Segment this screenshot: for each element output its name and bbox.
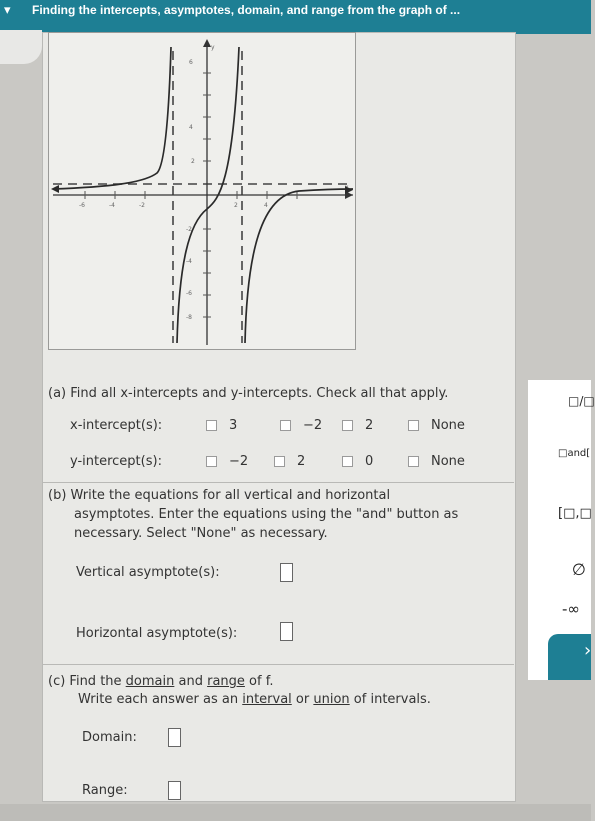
x-intercept-option-2[interactable]: −2 [280, 418, 322, 433]
domain-link[interactable]: domain [125, 674, 175, 689]
chevron-right-icon[interactable]: › [584, 640, 592, 661]
checkbox[interactable] [408, 456, 419, 467]
curve-right-branch [245, 189, 353, 343]
tick-label: -2 [139, 202, 145, 209]
x-intercept-option-none[interactable]: None [408, 418, 465, 433]
curve-arrow-right [345, 186, 353, 194]
part-b-prompt-line2: asymptotes. Enter the equations using the "and" button as [74, 507, 459, 522]
curve-arrow-left [51, 185, 59, 193]
vertical-asymptote-input[interactable] [280, 563, 293, 582]
checkbox[interactable] [206, 420, 217, 431]
part-b-prompt-line3: necessary. Select "None" as necessary. [74, 526, 328, 541]
negative-infinity-button[interactable]: -∞ [562, 600, 580, 618]
empty-set-button[interactable]: ∅ [572, 560, 586, 579]
tick-label: 6 [189, 59, 193, 66]
range-input[interactable] [168, 781, 181, 800]
y-intercept-option-1[interactable]: −2 [206, 454, 248, 469]
x-intercepts-label: x-intercept(s): [70, 418, 163, 433]
tick-label: 4 [189, 124, 193, 131]
sidebar-tab [0, 30, 42, 64]
checkbox[interactable] [280, 420, 291, 431]
checkbox[interactable] [206, 456, 217, 467]
tick-label: 2 [234, 202, 238, 209]
x-intercept-option-3[interactable]: 2 [342, 418, 373, 433]
y-axis-arrow [203, 39, 211, 47]
part-c-prompt: (c) Find the domain and range of f. [48, 674, 274, 689]
checkbox[interactable] [274, 456, 285, 467]
y-intercept-option-3[interactable]: 0 [342, 454, 373, 469]
tick-label: 4 [264, 202, 268, 209]
interval-link[interactable]: interval [242, 692, 292, 707]
interval-button[interactable]: [□,□ [558, 506, 592, 521]
y-intercepts-label: y-intercept(s): [70, 454, 162, 469]
graph-canvas [49, 33, 355, 349]
part-c-instructions: Write each answer as an interval or union of intervals. [78, 692, 431, 707]
checkbox[interactable] [408, 420, 419, 431]
domain-input[interactable] [168, 728, 181, 747]
and-button[interactable]: □and[ [558, 448, 591, 459]
range-link[interactable]: range [207, 674, 245, 689]
part-b-prompt-line1: (b) Write the equations for all vertical and horizontal [48, 488, 391, 503]
y-intercept-option-2[interactable]: 2 [274, 454, 305, 469]
union-link[interactable]: union [313, 692, 350, 707]
fraction-button[interactable]: □/□ [568, 394, 595, 408]
divider [42, 664, 514, 665]
function-graph [48, 32, 356, 350]
divider [42, 482, 514, 483]
x-intercept-option-1[interactable]: 3 [206, 418, 237, 433]
y-axis-label: y [211, 44, 215, 51]
tick-label: -4 [109, 202, 115, 209]
tick-label: -4 [186, 258, 192, 265]
checkbox[interactable] [342, 420, 353, 431]
title-bar [0, 0, 591, 34]
bottom-bar [0, 804, 591, 821]
y-intercept-option-none[interactable]: None [408, 454, 465, 469]
checkbox[interactable] [342, 456, 353, 467]
part-a-prompt: (a) Find all x-intercepts and y-intercepts. Check all that apply. [48, 386, 449, 401]
tick-label: -8 [186, 314, 192, 321]
page-title: Finding the intercepts, asymptotes, domain, and range from the graph of ... [32, 3, 461, 17]
horizontal-asymptote-label: Horizontal asymptote(s): [76, 626, 238, 641]
menu-icon[interactable]: ▾ [4, 3, 11, 18]
range-label: Range: [82, 783, 128, 798]
tick-label: -6 [79, 202, 85, 209]
horizontal-asymptote-input[interactable] [280, 622, 293, 641]
tick-label: 2 [191, 158, 195, 165]
tick-label: -2 [186, 226, 192, 233]
domain-label: Domain: [82, 730, 137, 745]
vertical-asymptote-label: Vertical asymptote(s): [76, 565, 220, 580]
tick-label: -6 [186, 290, 192, 297]
curve-left-branch [53, 47, 171, 189]
